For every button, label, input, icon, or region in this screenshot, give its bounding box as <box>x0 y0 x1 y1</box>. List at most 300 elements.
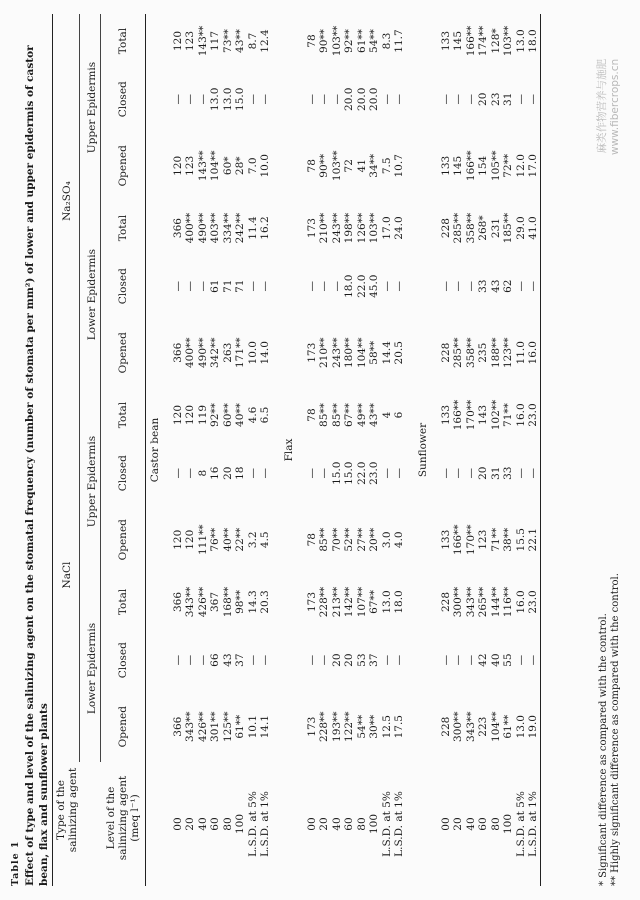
value-cell: — <box>318 654 331 666</box>
value-cell: — <box>246 280 259 292</box>
value-cell: 17.0 <box>527 154 540 178</box>
value-cell: 20 <box>477 466 490 480</box>
value-cell: 285** <box>452 212 465 244</box>
value-cell: 45.0 <box>368 274 381 298</box>
value-cell: 20 <box>477 92 490 106</box>
value-cell: 31 <box>489 466 502 480</box>
table-row <box>197 14 210 886</box>
value-cell: 4 <box>380 411 393 419</box>
value-cell: 78 <box>305 159 318 173</box>
value-cell: 14.4 <box>380 341 393 365</box>
value-cell: 107** <box>355 586 368 618</box>
value-cell: 6.5 <box>259 406 272 424</box>
value-cell: 133 <box>439 30 452 52</box>
value-cell: 119 <box>196 404 209 426</box>
col-total: Total <box>116 214 129 242</box>
value-cell: 61 <box>209 279 222 293</box>
value-cell: 116** <box>502 586 515 618</box>
value-cell: 104** <box>355 337 368 369</box>
table-row <box>381 14 394 886</box>
value-cell: 126** <box>355 212 368 244</box>
value-cell: 120 <box>184 529 197 550</box>
value-cell: 18.0 <box>393 590 406 614</box>
value-cell: 22.0 <box>355 461 368 485</box>
footnote-highly-significant: ** Highly significant difference as compared with the control. <box>610 573 621 886</box>
value-cell: 120 <box>184 404 197 426</box>
table-row <box>184 14 197 886</box>
value-cell: 104** <box>209 150 222 182</box>
level-cell: L.S.D. at 1% <box>393 791 406 857</box>
value-cell: 334** <box>221 212 234 244</box>
value-cell: 14.3 <box>246 590 259 614</box>
value-cell: 60** <box>221 403 234 427</box>
value-cell: 228** <box>318 711 331 742</box>
value-cell: 40** <box>234 403 247 427</box>
level-cell: 00 <box>305 817 318 831</box>
value-cell: 358** <box>464 337 477 369</box>
value-cell: 72 <box>343 159 356 173</box>
value-cell: 43** <box>368 403 381 427</box>
spacer-cell <box>298 14 306 886</box>
stomata-table <box>52 14 541 886</box>
value-cell: 10.1 <box>246 715 259 739</box>
value-cell: 128* <box>489 28 502 54</box>
value-cell: 173 <box>305 342 318 363</box>
value-cell: 180** <box>343 337 356 369</box>
crop-section-header <box>145 14 164 886</box>
value-cell: 3.2 <box>246 531 259 549</box>
value-cell: — <box>259 654 272 666</box>
value-cell: 15.0 <box>343 461 356 485</box>
value-cell: — <box>318 280 331 292</box>
value-cell: 41.0 <box>527 216 540 240</box>
value-cell: 38** <box>502 527 515 552</box>
crop-name: Sunflower <box>416 422 429 478</box>
value-cell: 18.0 <box>343 274 356 298</box>
value-cell: — <box>246 467 259 479</box>
value-cell: — <box>380 467 393 479</box>
value-cell: 268* <box>477 215 490 241</box>
level-cell: 20 <box>452 817 465 831</box>
value-cell: 490** <box>196 337 209 369</box>
value-cell: 210** <box>318 212 331 244</box>
level-cell: 100 <box>234 813 247 835</box>
value-cell: — <box>184 280 197 292</box>
value-cell: 58** <box>368 340 381 365</box>
value-cell: 104** <box>489 711 502 742</box>
value-cell: — <box>305 467 318 479</box>
value-cell: 37 <box>368 653 381 667</box>
value-cell: 43 <box>221 653 234 667</box>
table-row <box>172 14 185 886</box>
value-cell: 23.0 <box>527 590 540 614</box>
value-cell: 20 <box>343 653 356 667</box>
value-cell: 20.5 <box>393 341 406 365</box>
spacer-row <box>164 14 172 886</box>
value-cell: 223 <box>477 716 490 737</box>
value-cell: 20.3 <box>259 590 272 614</box>
value-cell: 366 <box>171 218 184 239</box>
table-row <box>515 14 528 886</box>
value-cell: — <box>439 467 452 479</box>
value-cell: — <box>305 94 318 105</box>
value-cell: — <box>318 467 331 479</box>
value-cell: 144** <box>489 586 502 618</box>
value-cell: 103** <box>330 150 343 182</box>
value-cell: 71** <box>489 527 502 552</box>
value-cell: 3.0 <box>380 531 393 549</box>
value-cell: — <box>514 280 527 292</box>
value-cell: 16.0 <box>514 590 527 614</box>
value-cell: 20.0 <box>368 87 381 111</box>
value-cell: 210** <box>318 337 331 369</box>
value-cell: 22.0 <box>355 274 368 298</box>
value-cell: 16.2 <box>259 216 272 240</box>
value-cell: 7.0 <box>246 157 259 175</box>
value-cell: 11.4 <box>246 216 259 240</box>
table-row <box>393 14 406 886</box>
value-cell: 17.5 <box>393 715 406 739</box>
value-cell: 198** <box>343 212 356 244</box>
value-cell: 366 <box>171 716 184 737</box>
value-cell: 120 <box>171 30 184 52</box>
value-cell: — <box>305 654 318 666</box>
value-cell: 4.0 <box>393 531 406 549</box>
table-row <box>465 14 478 886</box>
col-closed: Closed <box>116 455 129 492</box>
value-cell: 43 <box>489 279 502 293</box>
value-cell: — <box>452 654 465 666</box>
value-cell: — <box>452 467 465 479</box>
value-cell: 143 <box>477 404 490 426</box>
value-cell: — <box>380 654 393 666</box>
level-cell: 80 <box>221 817 234 831</box>
header-nacl-upper: Upper Epidermis <box>80 388 101 575</box>
value-cell: 12.0 <box>514 154 527 178</box>
value-cell: — <box>452 94 465 105</box>
watermark <box>596 59 622 155</box>
table-row <box>452 14 465 886</box>
value-cell: 13.0 <box>221 87 234 111</box>
value-cell: 61** <box>502 714 515 739</box>
value-cell: 23.0 <box>527 403 540 427</box>
value-cell: 188** <box>489 337 502 369</box>
level-cell: 20 <box>184 817 197 831</box>
header-nacl-lower: Lower Epidermis <box>80 575 101 762</box>
value-cell: — <box>514 654 527 666</box>
col-opened: Opened <box>116 332 129 374</box>
value-cell: 120 <box>171 404 184 426</box>
value-cell: — <box>393 467 406 479</box>
value-cell: 6 <box>393 411 406 419</box>
value-cell: 171** <box>234 337 247 369</box>
header-na2so4-lower: Lower Epidermis <box>80 201 101 388</box>
value-cell: 76** <box>209 527 222 552</box>
table-caption <box>8 16 51 886</box>
value-cell: — <box>184 654 197 666</box>
value-cell: — <box>305 280 318 292</box>
value-cell: — <box>184 94 197 105</box>
table-row <box>247 14 260 886</box>
value-cell: 41 <box>355 159 368 173</box>
value-cell: — <box>393 280 406 292</box>
value-cell: — <box>246 94 259 105</box>
value-cell: 16 <box>209 466 222 480</box>
value-cell: — <box>527 280 540 292</box>
value-cell: — <box>318 94 331 105</box>
value-cell: 22** <box>234 527 247 552</box>
level-cell: L.S.D. at 5% <box>246 791 259 857</box>
value-cell: 166** <box>464 25 477 57</box>
value-cell: 343** <box>464 711 477 742</box>
value-cell: 85** <box>330 403 343 427</box>
value-cell: 20 <box>330 653 343 667</box>
value-cell: 170** <box>464 399 477 431</box>
value-cell: 123 <box>184 155 197 176</box>
value-cell: 62 <box>502 279 515 293</box>
value-cell: 242** <box>234 212 247 244</box>
value-cell: 193** <box>330 711 343 742</box>
value-cell: 17.0 <box>380 216 393 240</box>
value-cell: 343** <box>184 711 197 742</box>
value-cell: 14.1 <box>259 715 272 739</box>
value-cell: 10.0 <box>259 154 272 178</box>
table-row <box>209 14 222 886</box>
level-cell: L.S.D. at 1% <box>527 791 540 857</box>
value-cell: 103** <box>368 212 381 244</box>
value-cell: 490** <box>196 212 209 244</box>
value-cell: 300** <box>452 711 465 742</box>
level-cell: L.S.D. at 5% <box>514 791 527 857</box>
value-cell: 243** <box>330 212 343 244</box>
value-cell: 33 <box>502 466 515 480</box>
level-cell: 00 <box>439 817 452 831</box>
value-cell: 133 <box>439 404 452 426</box>
value-cell: 71 <box>234 279 247 293</box>
value-cell: 13.0 <box>209 87 222 111</box>
value-cell: 111** <box>196 524 209 556</box>
value-cell: 29.0 <box>514 216 527 240</box>
table-row <box>318 14 331 886</box>
value-cell: 15.5 <box>514 528 527 552</box>
value-cell: 98** <box>234 590 247 614</box>
value-cell: 13.0 <box>514 715 527 739</box>
table-row <box>222 14 235 886</box>
value-cell: 20** <box>368 527 381 552</box>
level-cell: 40 <box>196 817 209 831</box>
value-cell: 143** <box>196 150 209 182</box>
level-cell: 100 <box>502 813 515 835</box>
value-cell: 133 <box>439 529 452 550</box>
value-cell: 78 <box>305 408 318 422</box>
value-cell: 31 <box>502 92 515 106</box>
value-cell: 11.7 <box>393 29 406 53</box>
value-cell: 125** <box>221 711 234 742</box>
value-cell: 358** <box>464 212 477 244</box>
value-cell: — <box>380 94 393 105</box>
value-cell: 366 <box>171 342 184 363</box>
value-cell: 8.3 <box>380 32 393 50</box>
value-cell: 7.5 <box>380 157 393 175</box>
value-cell: — <box>171 94 184 105</box>
value-cell: — <box>330 94 343 105</box>
header-nacl: NaCl <box>53 388 80 762</box>
table-row <box>527 14 540 886</box>
spacer-row <box>272 14 280 886</box>
watermark-url: www.fibercrops.cn <box>609 58 621 155</box>
value-cell: 173 <box>305 716 318 737</box>
value-cell: 40** <box>221 527 234 552</box>
col-opened: Opened <box>116 519 129 561</box>
value-cell: — <box>380 280 393 292</box>
value-cell: 18 <box>234 466 247 480</box>
level-cell: L.S.D. at 5% <box>380 791 393 857</box>
value-cell: — <box>439 94 452 105</box>
value-cell: 12.4 <box>259 29 272 53</box>
value-cell: 173 <box>305 218 318 239</box>
spacer-cell <box>406 14 414 886</box>
value-cell: 400** <box>184 212 197 244</box>
value-cell: 143** <box>196 25 209 57</box>
table-row <box>259 14 272 886</box>
value-cell: — <box>259 280 272 292</box>
value-cell: 228 <box>439 342 452 363</box>
value-cell: 123** <box>502 337 515 369</box>
value-cell: 102** <box>489 399 502 431</box>
col-total: Total <box>116 588 129 616</box>
value-cell: 120 <box>171 155 184 176</box>
table-body <box>145 14 540 886</box>
value-cell: 120 <box>171 529 184 550</box>
value-cell: 8.7 <box>246 32 259 50</box>
value-cell: — <box>514 94 527 105</box>
value-cell: — <box>196 280 209 292</box>
col-closed: Closed <box>116 81 129 118</box>
value-cell: — <box>393 94 406 105</box>
table-row <box>306 14 319 886</box>
value-cell: 71** <box>502 403 515 427</box>
table-row <box>368 14 381 886</box>
value-cell: 166** <box>464 150 477 182</box>
spacer-row <box>406 14 414 886</box>
value-cell: 426** <box>196 711 209 742</box>
value-cell: 123 <box>184 30 197 52</box>
value-cell: 265** <box>477 586 490 618</box>
value-cell: — <box>527 467 540 479</box>
spacer-cell <box>432 14 440 886</box>
level-cell: L.S.D. at 1% <box>259 791 272 857</box>
header-na2so4: Na₂SO₄ <box>53 14 80 388</box>
value-cell: 228 <box>439 716 452 737</box>
table-row <box>440 14 453 886</box>
value-cell: 8 <box>196 469 209 477</box>
value-cell: 16.0 <box>514 403 527 427</box>
value-cell: 67** <box>343 403 356 427</box>
value-cell: — <box>464 654 477 666</box>
value-cell: 231 <box>489 218 502 239</box>
value-cell: — <box>196 654 209 666</box>
value-cell: 72** <box>502 153 515 178</box>
table-row <box>477 14 490 886</box>
value-cell: 10.7 <box>393 154 406 178</box>
footnotes <box>598 573 622 886</box>
value-cell: 11.0 <box>514 341 527 365</box>
spacer-row <box>432 14 440 886</box>
value-cell: 49** <box>355 403 368 427</box>
value-cell: 61** <box>234 714 247 739</box>
header-level: Level of the salinizing agent (meq l⁻¹) <box>104 775 141 861</box>
crop-name: Flax <box>282 438 295 462</box>
value-cell: 166** <box>452 399 465 431</box>
value-cell: 23.0 <box>368 461 381 485</box>
col-closed: Closed <box>116 642 129 679</box>
value-cell: 22.1 <box>527 528 540 552</box>
value-cell: 185** <box>502 212 515 244</box>
value-cell: 228** <box>318 586 331 618</box>
value-cell: 30** <box>368 714 381 739</box>
value-cell: 103** <box>502 25 515 57</box>
value-cell: 15.0 <box>234 87 247 111</box>
value-cell: 20.0 <box>343 87 356 111</box>
value-cell: 43** <box>234 29 247 53</box>
level-cell: 100 <box>368 813 381 835</box>
value-cell: 13.0 <box>380 590 393 614</box>
value-cell: 4.5 <box>259 531 272 549</box>
value-cell: 33 <box>477 279 490 293</box>
level-cell: 60 <box>477 817 490 831</box>
value-cell: 10.0 <box>246 341 259 365</box>
crop-section-header <box>280 14 298 886</box>
footnote-significant: * Significant difference as compared with the control. <box>598 613 609 886</box>
value-cell: 54** <box>368 29 381 53</box>
value-cell: 168** <box>221 586 234 618</box>
spacer-cell <box>164 14 172 886</box>
value-cell: — <box>184 467 197 479</box>
value-cell: 78 <box>305 533 318 547</box>
value-cell: 60* <box>221 156 234 176</box>
value-cell: 15.0 <box>330 461 343 485</box>
level-cell: 00 <box>171 817 184 831</box>
table-row <box>490 14 503 886</box>
value-cell: 90** <box>318 153 331 178</box>
header-na2so4-upper: Upper Epidermis <box>80 14 101 201</box>
value-cell: — <box>393 654 406 666</box>
table-row <box>343 14 356 886</box>
value-cell: 228 <box>439 591 452 612</box>
value-cell: 66 <box>209 653 222 667</box>
value-cell: — <box>464 280 477 292</box>
value-cell: 403** <box>209 212 222 244</box>
crop-section-header <box>414 14 432 886</box>
value-cell: — <box>439 280 452 292</box>
value-cell: 71 <box>221 279 234 293</box>
value-cell: — <box>439 654 452 666</box>
value-cell: 263 <box>221 342 234 363</box>
value-cell: 228 <box>439 218 452 239</box>
crop-name: Castor bean <box>148 417 161 483</box>
value-cell: 18.0 <box>527 29 540 53</box>
value-cell: 4.6 <box>246 406 259 424</box>
level-cell: 80 <box>355 817 368 831</box>
table-row <box>331 14 344 886</box>
value-cell: 67** <box>368 590 381 614</box>
value-cell: 105** <box>489 150 502 182</box>
value-cell: 301** <box>209 711 222 742</box>
value-cell: 92** <box>209 403 222 427</box>
value-cell: 343** <box>464 586 477 618</box>
value-cell: 78 <box>305 34 318 48</box>
value-cell: — <box>246 654 259 666</box>
